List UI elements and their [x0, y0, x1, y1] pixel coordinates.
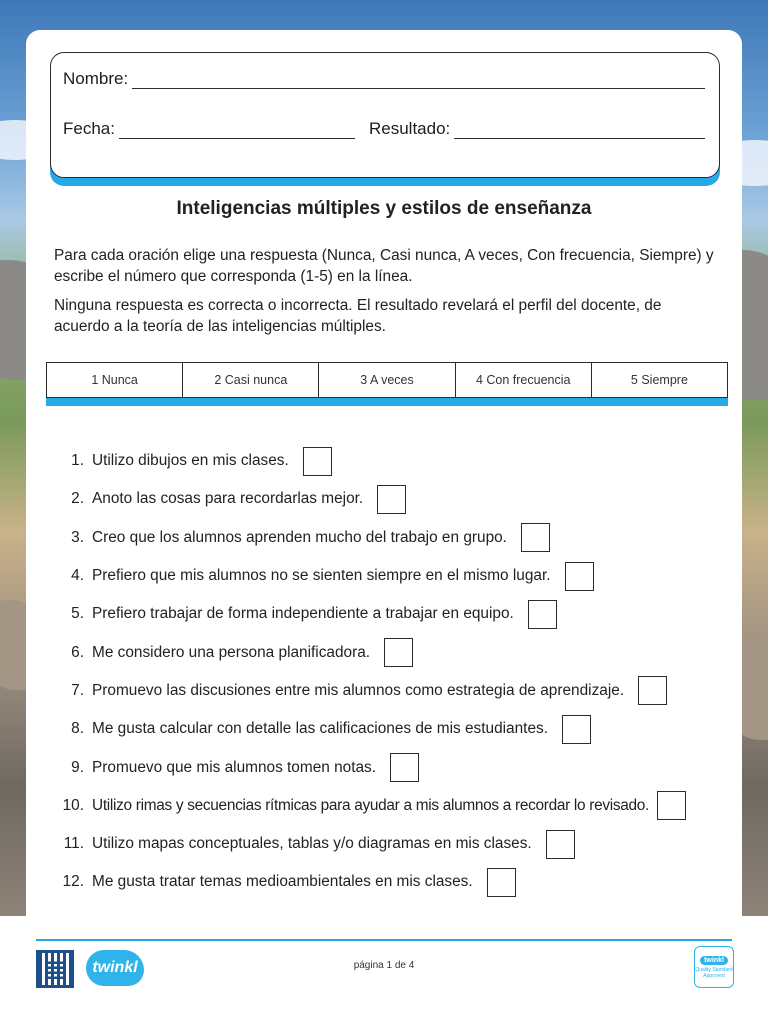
- scale-option-3: 3 A veces: [319, 363, 455, 397]
- answer-box[interactable]: [638, 676, 667, 705]
- question-item: [54, 633, 734, 671]
- answer-box[interactable]: [565, 562, 594, 591]
- answer-box[interactable]: [657, 791, 686, 820]
- result-field[interactable]: [454, 121, 705, 139]
- answer-box[interactable]: [384, 638, 413, 667]
- quality-badge-icon: [694, 946, 734, 988]
- question-text: Prefiero que mis alumnos no se sienten siempre en el mismo lugar.: [92, 567, 551, 585]
- footer-divider: [36, 939, 732, 941]
- badge-logo: twinkl: [700, 956, 728, 965]
- question-item: [54, 442, 734, 480]
- question-number: 8.: [71, 720, 84, 738]
- question-text: Prefiero trabajar de forma independiente a trabajar en equipo.: [92, 605, 514, 623]
- question-number: 9.: [71, 758, 84, 776]
- instructions-paragraph-2: Ninguna respuesta es correcta o incorrecta. El resultado revelará el perfil del docente, de acuerdo a la teoría de las inteligencias múltiples.: [54, 297, 662, 335]
- question-number: 12.: [62, 873, 84, 891]
- worksheet-page: [26, 30, 742, 930]
- question-number: 10.: [62, 796, 84, 814]
- scale-option-5: 5 Siempre: [630, 373, 688, 387]
- question-number: 3.: [71, 528, 84, 546]
- answer-box[interactable]: [487, 868, 516, 897]
- result-label: Resultado:: [368, 119, 451, 138]
- question-text: Utilizo mapas conceptuales, tablas y/o diagramas en mis clases.: [92, 835, 532, 853]
- question-item: [54, 863, 734, 901]
- question-number: 5.: [71, 605, 84, 623]
- answer-box[interactable]: [377, 485, 406, 514]
- date-result-row: [63, 119, 705, 139]
- scale-option-1: 1 Nunca: [47, 363, 183, 397]
- question-text: Me gusta tratar temas medioambientales en mis clases.: [92, 873, 473, 891]
- question-number: 11.: [63, 835, 84, 853]
- question-text: Anoto las cosas para recordarlas mejor.: [92, 490, 364, 508]
- question-number: 2.: [71, 490, 84, 508]
- question-number: 1.: [71, 452, 84, 470]
- badge-text: Quality Standard Approved: [695, 966, 733, 979]
- question-item: [54, 748, 734, 786]
- rating-scale-table: [46, 362, 728, 398]
- answer-box[interactable]: [521, 523, 550, 552]
- scale-option-4: 4 Con frecuencia: [456, 363, 592, 397]
- question-text: Me gusta calcular con detalle las calificaciones de mis estudiantes.: [92, 720, 548, 738]
- question-text: Me considero una persona planificadora.: [92, 643, 371, 661]
- student-info-box: [50, 52, 720, 178]
- question-text: Promuevo las discusiones entre mis alumnos como estrategia de aprendizaje.: [92, 681, 625, 699]
- page-title: Inteligencias múltiples y estilos de enseñanza: [176, 198, 592, 219]
- date-field[interactable]: [119, 121, 355, 139]
- question-item: [54, 595, 734, 633]
- question-text: Utilizo dibujos en mis clases.: [92, 452, 289, 470]
- question-item: [54, 480, 734, 518]
- question-item: [54, 519, 734, 557]
- question-number: 7.: [71, 681, 84, 699]
- name-field-row: [63, 69, 705, 89]
- question-text: Promuevo que mis alumnos tomen notas.: [92, 758, 377, 776]
- question-text: Utilizo rimas y secuencias rítmicas para ayudar a mis alumnos a recordar lo revisado.: [92, 796, 650, 814]
- answer-box[interactable]: [303, 447, 332, 476]
- scale-accent-bar: [46, 398, 728, 406]
- name-label: Nombre:: [63, 69, 129, 88]
- question-item: [54, 825, 734, 863]
- name-field[interactable]: [132, 71, 705, 89]
- answer-box[interactable]: [546, 830, 575, 859]
- question-item: [54, 787, 734, 825]
- answer-box[interactable]: [528, 600, 557, 629]
- question-text: Creo que los alumnos aprenden mucho del trabajo en grupo.: [92, 528, 507, 546]
- scale-option-2: 2 Casi nunca: [183, 363, 319, 397]
- instructions-paragraph-1: Para cada oración elige una respuesta (Nunca, Casi nunca, A veces, Con frecuencia, Siempre) y escribe el número que corresponda (1-5) en la línea.: [54, 247, 714, 285]
- date-label: Fecha:: [63, 119, 115, 138]
- question-item: [54, 710, 734, 748]
- question-item: [54, 557, 734, 595]
- answer-box[interactable]: [562, 715, 591, 744]
- question-list: [54, 442, 734, 902]
- question-number: 4.: [71, 567, 84, 585]
- twinkl-logo: twinkl: [86, 950, 144, 986]
- answer-box[interactable]: [390, 753, 419, 782]
- page-number: página 1 de 4: [353, 960, 415, 971]
- question-number: 6.: [71, 643, 84, 661]
- question-item: [54, 672, 734, 710]
